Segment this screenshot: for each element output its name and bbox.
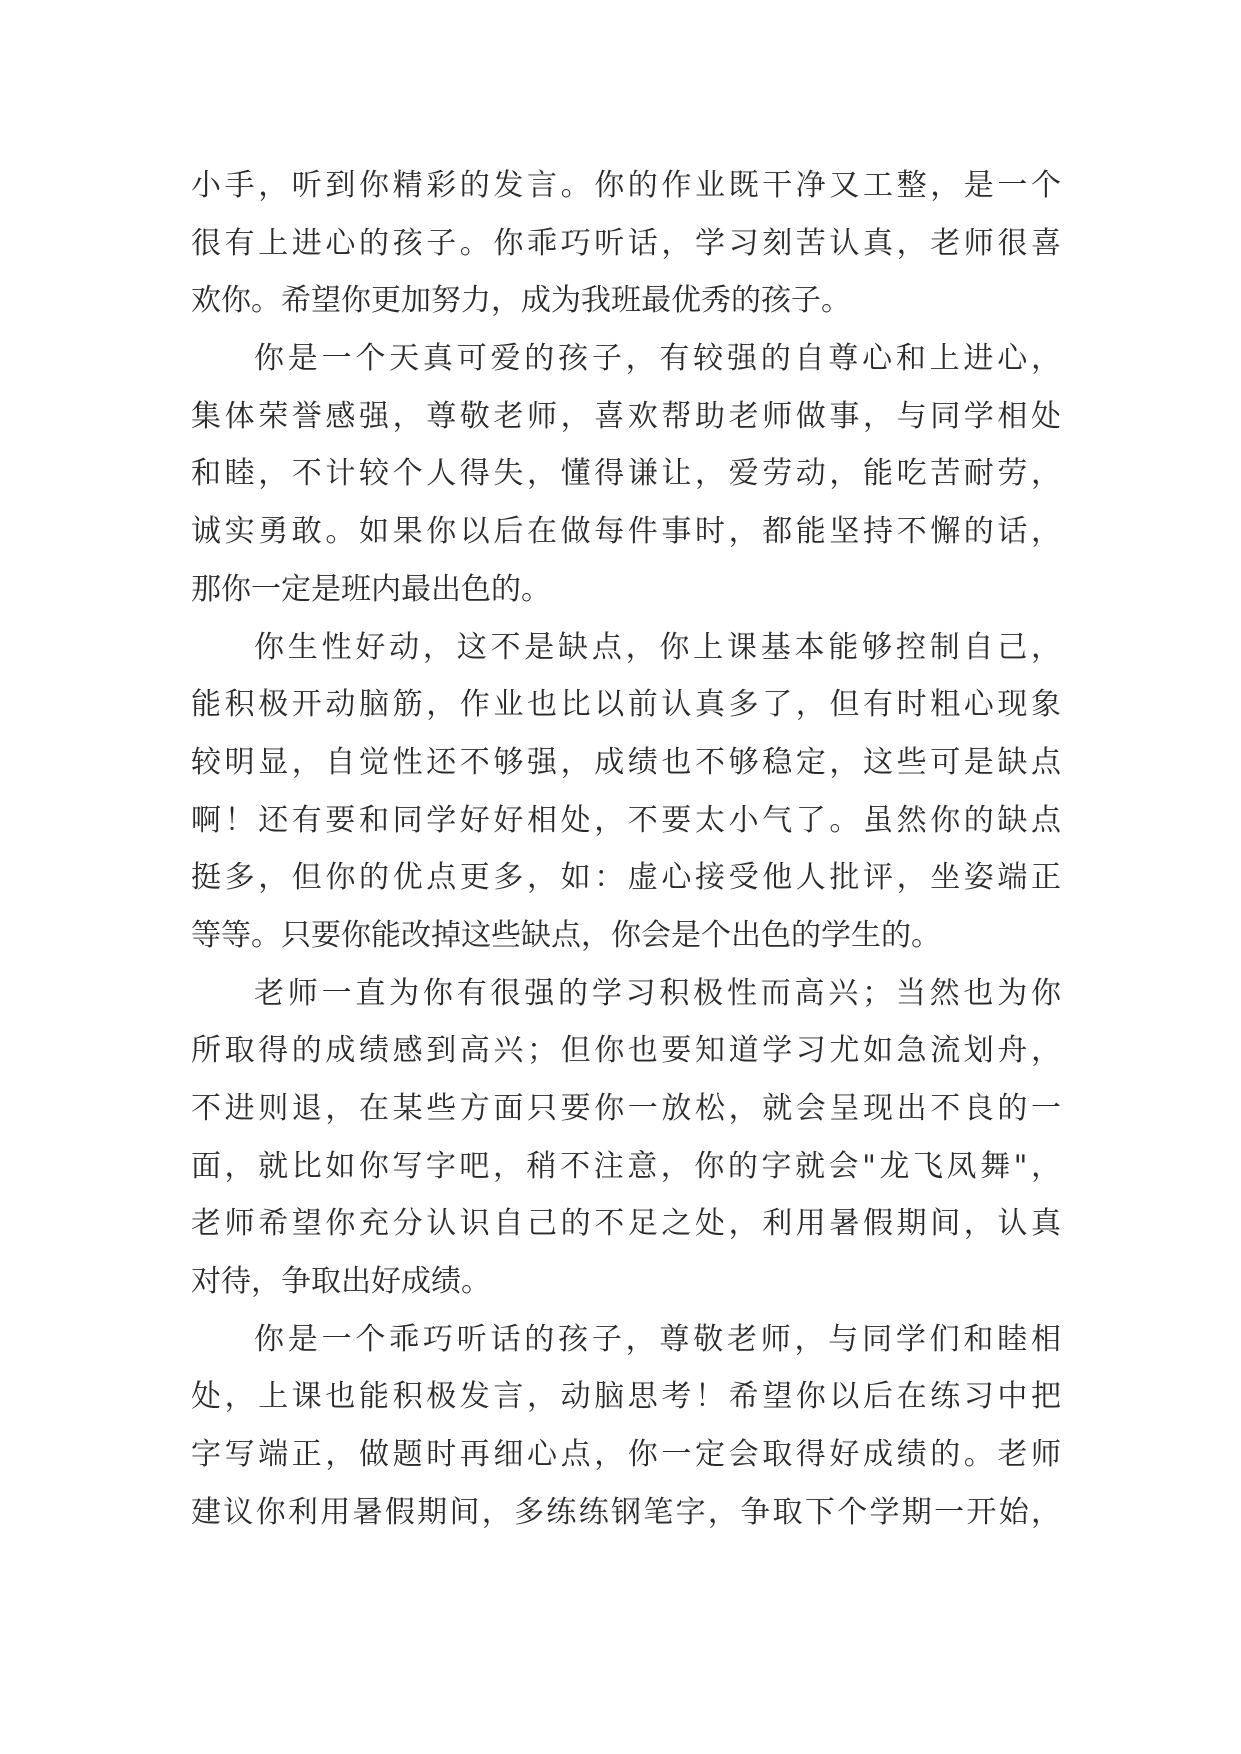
text-line: 你是一个乖巧听话的孩子，尊敬老师，与同学们和睦相 bbox=[254, 1321, 1061, 1357]
text-line: 老师希望你充分认识自己的不足之处，利用暑假期间，认真 bbox=[191, 1206, 1061, 1242]
text-line: 较明显，自觉性还不够强，成绩也不够稳定，这些可是缺点 bbox=[191, 744, 1061, 780]
text-line: 建议你利用暑假期间，多练练钢笔字，争取下个学期一开始， bbox=[191, 1494, 1061, 1530]
text-line: 很有上进心的孩子。你乖巧听话，学习刻苦认真，老师很喜 bbox=[191, 225, 1061, 261]
text-line: 面，就比如你写字吧，稍不注意，你的字就会"龙飞凤舞"， bbox=[191, 1148, 1061, 1184]
text-line: 能积极开动脑筋，作业也比以前认真多了，但有时粗心现象 bbox=[191, 687, 1061, 723]
text-line: 等等。只要你能改掉这些缺点，你会是个出色的学生的。 bbox=[191, 917, 941, 953]
text-line: 不进则退，在某些方面只要你一放松，就会呈现出不良的一 bbox=[191, 1091, 1061, 1126]
text-line: 那你一定是班内最出色的。 bbox=[191, 571, 551, 607]
text-line: 你生性好动，这不是缺点，你上课基本能够控制自己， bbox=[254, 629, 1061, 665]
text-line: 处，上课也能积极发言，动脑思考！希望你以后在练习中把 bbox=[191, 1379, 1061, 1415]
document-body bbox=[191, 157, 1061, 1542]
text-line: 集体荣誉感强，尊敬老师，喜欢帮助老师做事，与同学相处 bbox=[191, 398, 1061, 434]
text-line: 字写端正，做题时再细心点，你一定会取得好成绩的。老师 bbox=[191, 1437, 1061, 1473]
text-line: 对待，争取出好成绩。 bbox=[191, 1264, 491, 1300]
text-line: 所取得的成绩感到高兴；但你也要知道学习尤如急流划舟， bbox=[191, 1033, 1061, 1069]
text-line: 挺多，但你的优点更多，如：虚心接受他人批评，坐姿端正 bbox=[191, 860, 1061, 896]
text-line: 诚实勇敢。如果你以后在做每件事时，都能坚持不懈的话， bbox=[191, 514, 1061, 550]
text-line: 欢你。希望你更加努力，成为我班最优秀的孩子。 bbox=[191, 283, 851, 319]
text-line: 小手，听到你精彩的发言。你的作业既干净又工整，是一个 bbox=[191, 168, 1061, 203]
text-line: 老师一直为你有很强的学习积极性而高兴；当然也为你 bbox=[254, 975, 1061, 1011]
text-line: 你是一个天真可爱的孩子，有较强的自尊心和上进心， bbox=[254, 341, 1061, 377]
text-line: 和睦，不计较个人得失，懂得谦让，爱劳动，能吃苦耐劳， bbox=[191, 456, 1061, 492]
text-line: 啊！还有要和同学好好相处，不要太小气了。虽然你的缺点 bbox=[191, 802, 1061, 838]
